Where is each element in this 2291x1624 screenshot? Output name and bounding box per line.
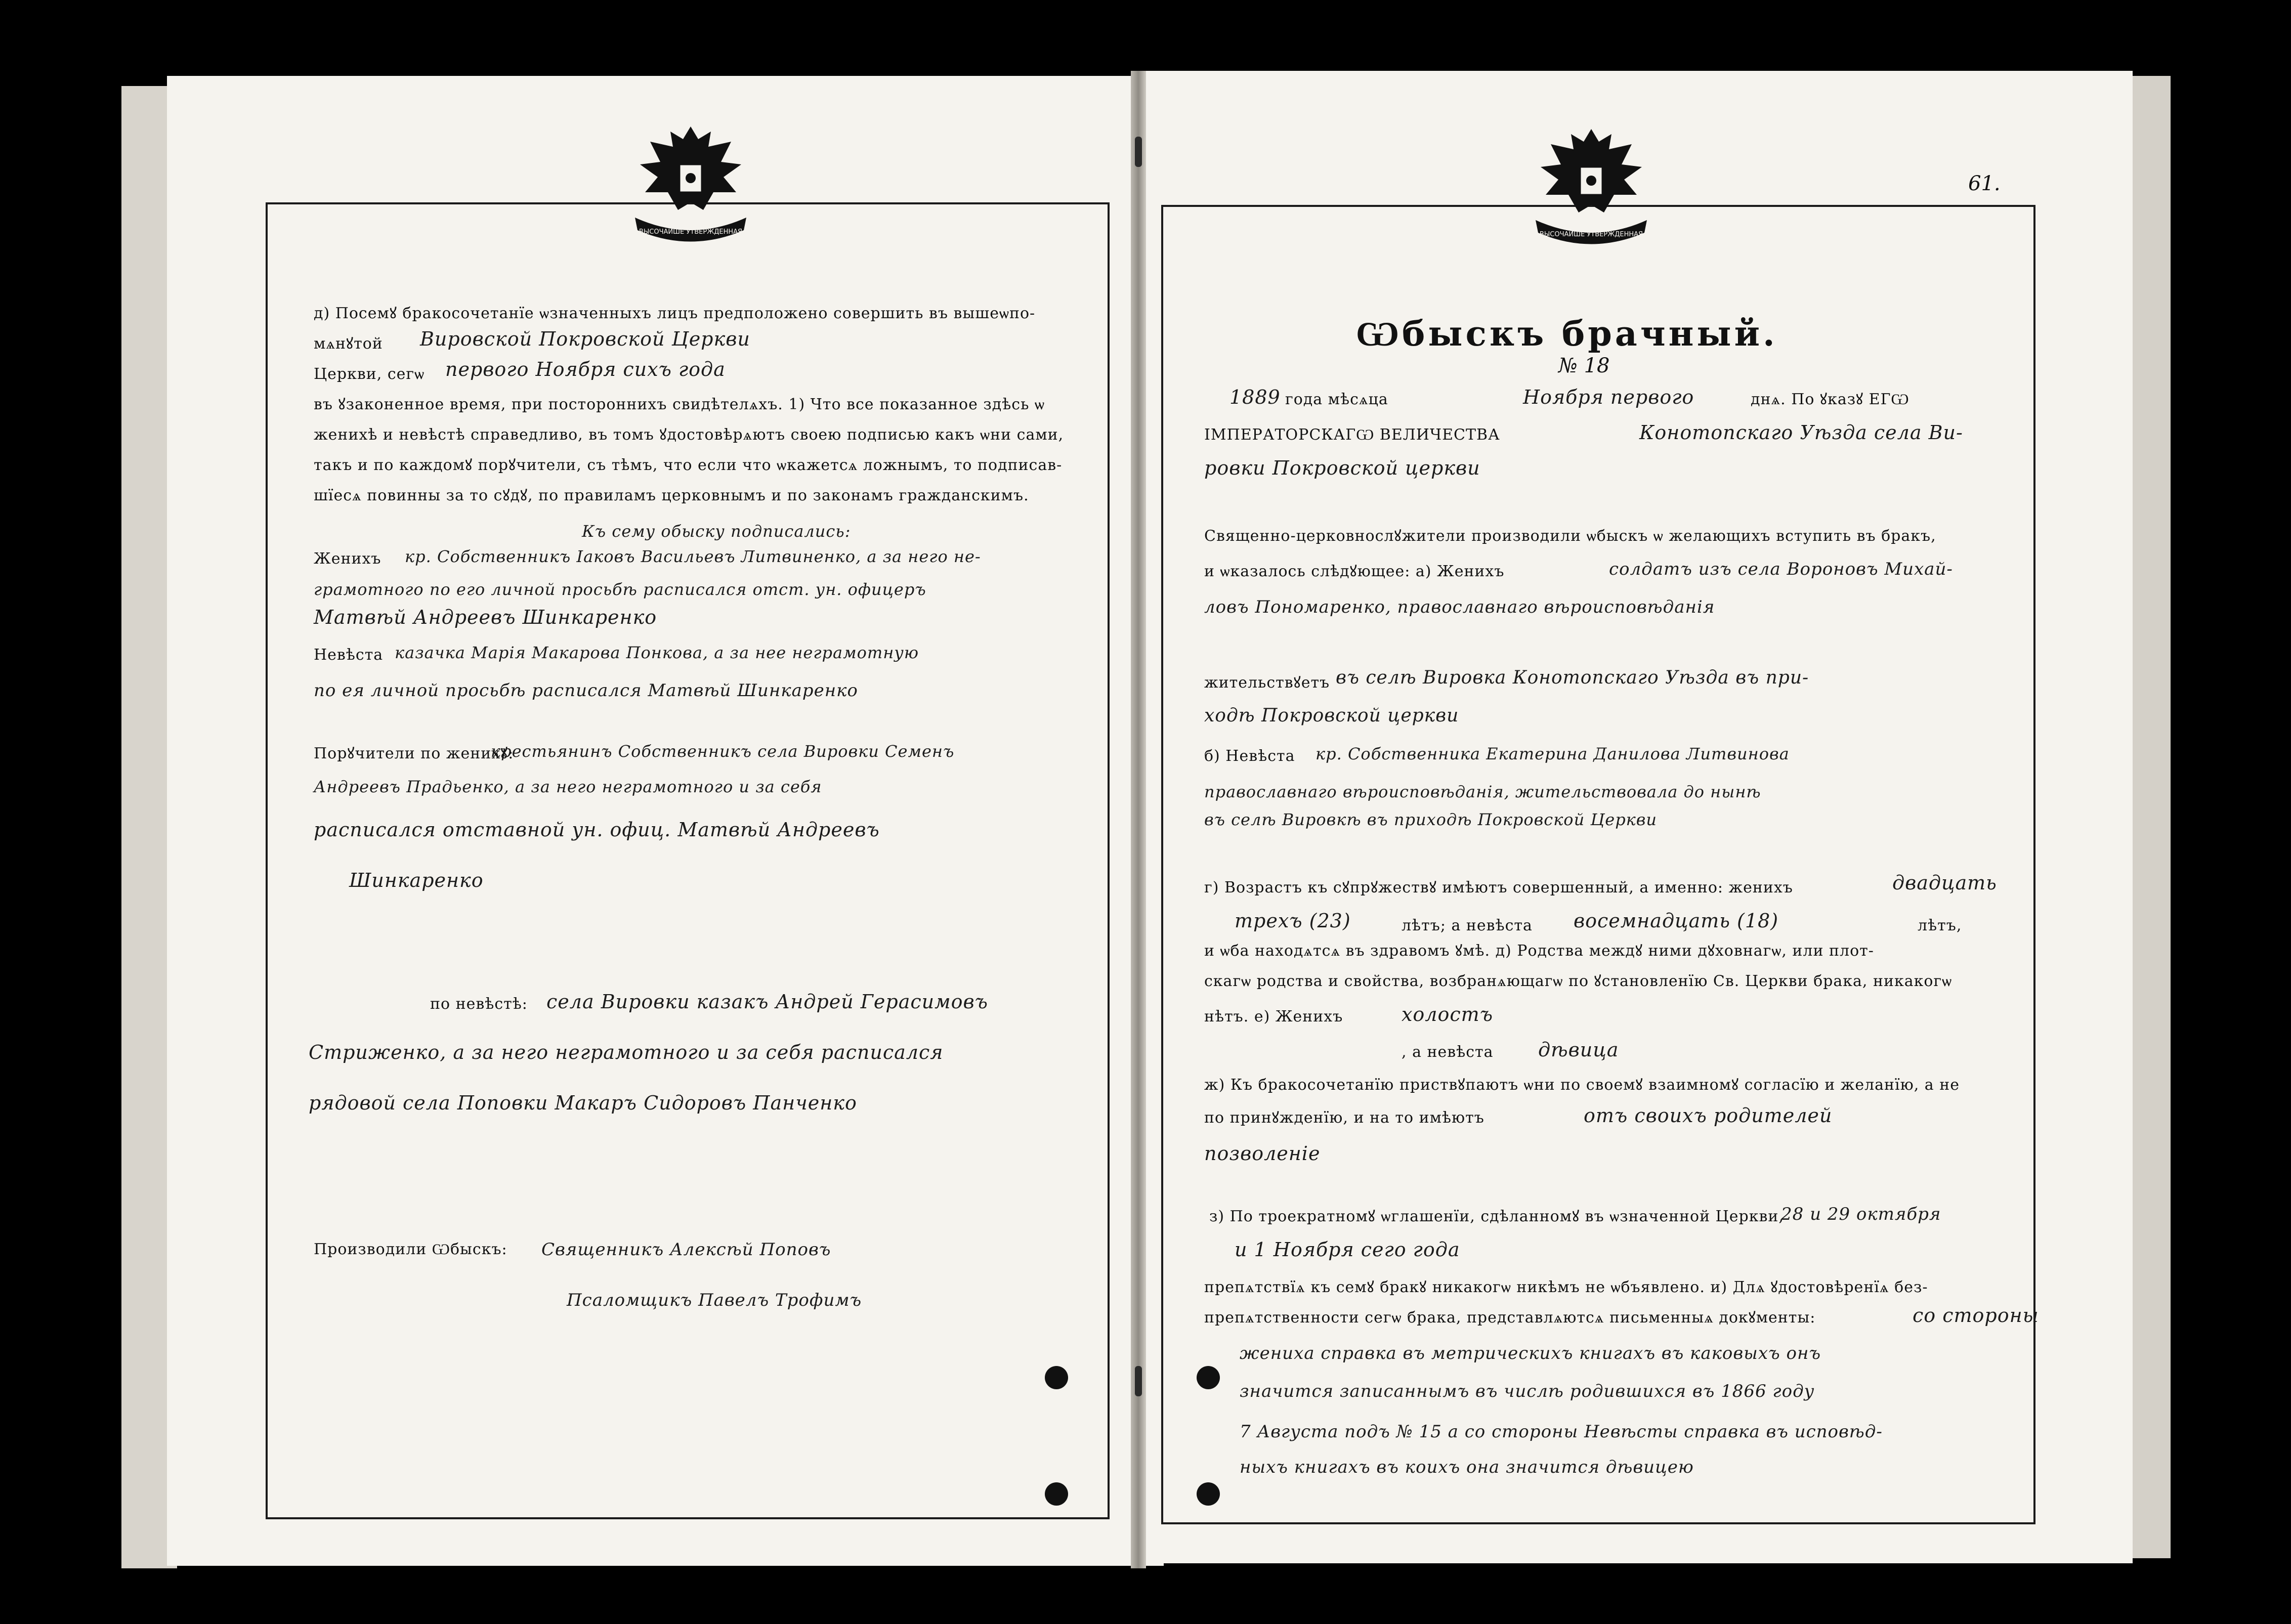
printed-line: скагѡ родства и свойства, возбранѧющагѡ по ꙋстановленїю Св. Церкви брака, никакогѡ <box>1204 972 1953 990</box>
printed-line: д) Посемꙋ бракосочетанїе ѡзначенныхъ лицъ предположено совершить въ вышеѡпо- <box>314 305 1036 322</box>
handwritten-entry: Вировской Покровской Церкви <box>420 328 750 350</box>
printed-line: препѧтствїѧ къ семꙋ бракꙋ никакогѡ никѣмъ не ѡбъявлено. и) Длѧ ꙋдостовѣренїѧ без- <box>1204 1278 1928 1296</box>
handwritten-entry: Андреевъ Прадьенко, а за него неграмотного и за себя <box>314 777 822 796</box>
handwritten-entry: Ноября первого <box>1523 386 1694 408</box>
handwritten-entry: ловъ Пономаренко, православнаго вѣроисповѣданія <box>1204 597 1715 617</box>
handwritten-entry: и 1 Ноября сего года <box>1235 1238 1460 1261</box>
handwritten-entry: жениха справка въ метрическихъ книгахъ въ каковыхъ онъ <box>1240 1343 1821 1363</box>
printed-line: мѧнꙋтой <box>314 335 383 353</box>
handwritten-entry: расписался отставной ун. офиц. Матвѣй Андреевъ <box>314 819 880 841</box>
handwritten-entry: Конотопскаго Уѣзда села Ви- <box>1639 421 1963 444</box>
document-title: Ѡбыскъ брачный. <box>1356 314 1778 354</box>
printed-label-examiners: Производили Ѡбыскъ: <box>314 1241 507 1258</box>
handwritten-entry: ныхъ книгахъ въ коихъ она значится дѣвицею <box>1240 1457 1694 1477</box>
handwritten-entry: позволеніе <box>1204 1142 1321 1165</box>
printed-line: шїесѧ повинны за то сꙋдꙋ, по правиламъ церковнымъ и по законамъ гражданскимъ. <box>314 487 1029 504</box>
binding-hole <box>1045 1366 1068 1389</box>
handwritten-entry: Къ сему обыску подписались: <box>582 522 851 541</box>
printed-label-groom-sureties: Порꙋчители по женихꙋ: <box>314 745 514 762</box>
handwritten-entry: значится записаннымъ въ числѣ родившихся въ 1866 году <box>1240 1381 1815 1401</box>
handwritten-entry: грамотного по его личной просьбѣ расписался отст. ун. офицеръ <box>314 580 926 599</box>
handwritten-entry: 7 Августа подъ № 15 а со стороны Невѣсты справка въ исповѣд- <box>1240 1422 1883 1442</box>
printed-label-bride: Невѣста <box>314 646 384 664</box>
printed-line: жительствꙋетъ <box>1204 674 1330 692</box>
handwritten-entry: восемнадцать (18) <box>1574 910 1779 932</box>
handwritten-entry: ходѣ Покровской церкви <box>1204 705 1459 726</box>
handwritten-entry: села Вировки казакъ Андрей Герасимовъ <box>546 991 988 1013</box>
printed-line: ж) Къ бракосочетанїю приствꙋпаютъ ѡни по своемꙋ взаимномꙋ соглаcїю и желанїю, а не <box>1204 1076 1960 1094</box>
handwritten-entry: первого Ноября сихъ года <box>445 358 726 380</box>
page-number: 61. <box>1968 172 2001 195</box>
printed-line: , а невѣста <box>1402 1043 1494 1061</box>
printed-line: днѧ. По ꙋказꙋ ЕГѠ <box>1751 391 1910 408</box>
printed-line: г) Возрастъ къ сꙋпрꙋжествꙋ имѣютъ совершенный, а именно: женихъ <box>1204 879 1793 896</box>
handwritten-entry: трехъ (23) <box>1235 910 1351 932</box>
printed-line: такъ и по каждомꙋ порꙋчители, съ тѣмъ, что если что ѡкажетсѧ ложнымъ, то подписав- <box>314 456 1063 474</box>
handwritten-entry: рядовой села Поповки Макаръ Сидоровъ Панченко <box>309 1092 857 1114</box>
printed-line: ІМПЕРАТОРСКАГѠ ВЕЛИЧЕСТВА <box>1204 426 1500 444</box>
printed-line: по принꙋжденїю, и на то имѣютъ <box>1204 1109 1484 1127</box>
printed-line: препѧтственности сегѡ брака, представлѧютсѧ письменныѧ докꙋменты: <box>1204 1309 1816 1327</box>
handwritten-entry: двадцать <box>1892 872 1997 894</box>
handwritten-entry: кр. Собственника Екатерина Данилова Литвинова <box>1316 744 1790 763</box>
printed-line: лѣтъ, <box>1918 917 1962 934</box>
printed-line: и ѡказалось слѣдꙋющее: а) Женихъ <box>1204 563 1505 580</box>
binding-stitch <box>1135 1366 1142 1396</box>
handwritten-entry: холостъ <box>1402 1003 1494 1025</box>
handwritten-entry: дѣвица <box>1538 1039 1619 1061</box>
handwritten-entry: кр. Собственникъ Іаковъ Васильевъ Литвиненко, а за него не- <box>405 547 981 566</box>
handwritten-entry: со стороны <box>1913 1304 2039 1327</box>
handwritten-entry: 1889 <box>1229 386 1281 408</box>
handwritten-entry: православнаго вѣроисповѣданія, жительствовала до нынѣ <box>1204 782 1761 801</box>
handwritten-entry: Псаломщикъ Павелъ Трофимъ <box>567 1290 862 1310</box>
imperial-eagle-crest-right <box>1515 119 1667 250</box>
printed-line: нѣтъ. е) Женихъ <box>1204 1008 1343 1025</box>
binding-hole <box>1197 1366 1220 1389</box>
binding-hole <box>1045 1482 1068 1506</box>
printed-line: з) По троекратномꙋ ѡглашенїи, сдѣланномꙋ въ ѡзначенной Церкви, <box>1209 1208 1784 1225</box>
printed-label-groom: Женихъ <box>314 550 381 568</box>
book-spine <box>1131 71 1146 1568</box>
handwritten-entry: 28 и 29 октября <box>1781 1204 1941 1224</box>
handwritten-entry: по ея личной просьбѣ расписался Матвѣй Шинкаренко <box>314 680 858 701</box>
printed-line: женихѣ и невѣстѣ справедливо, въ томъ ꙋдостовѣрѧютъ своею подписью какъ ѡни сами, <box>314 426 1064 444</box>
handwritten-entry: крестьянинъ Собственникъ села Вировки Семенъ <box>491 742 955 761</box>
handwritten-entry: солдатъ изъ села Вороновъ Михай- <box>1609 559 1953 579</box>
handwritten-entry: въ селѣ Вировка Конотопскаго Уѣзда въ при- <box>1336 667 1809 688</box>
binding-hole <box>1197 1482 1220 1506</box>
printed-line: года мѣсѧца <box>1285 391 1388 408</box>
printed-label-bride-sureties: по невѣстѣ: <box>430 995 528 1013</box>
printed-line: б) Невѣста <box>1204 747 1295 765</box>
handwritten-entry: ровки Покровской церкви <box>1204 457 1480 479</box>
record-number: № 18 <box>1558 354 1610 377</box>
handwritten-entry: Шинкаренко <box>349 869 484 891</box>
crest-banner-text: ВЫСОЧАЙШЕ УТВЕРЖДЕННАЯ <box>1539 231 1643 238</box>
handwritten-entry: Стриженко, а за него неграмотного и за себя расписался <box>309 1041 944 1063</box>
handwritten-entry: въ селѣ Вировкѣ въ приходѣ Покровской Церкви <box>1204 810 1658 829</box>
handwritten-entry: Священникъ Алексѣй Поповъ <box>541 1240 831 1260</box>
printed-line: Священно-церковнослꙋжители производили ѡбыскъ ѡ желающихъ вступить въ бракъ, <box>1204 527 1936 545</box>
binding-stitch <box>1135 137 1142 167</box>
handwritten-entry: Матвѣй Андреевъ Шинкаренко <box>314 606 657 628</box>
crest-banner-text: ВЫСОЧАЙШЕ УТВЕРЖДЕННАЯ <box>639 228 743 236</box>
handwritten-entry: казачка Марія Макарова Понкова, а за нее неграмотную <box>395 643 919 662</box>
imperial-eagle-crest-left <box>615 116 767 248</box>
printed-line: лѣтъ; а невѣста <box>1402 917 1533 934</box>
handwritten-entry: отъ своихъ родителей <box>1584 1104 1833 1127</box>
printed-line: и ѡба находѧтсѧ въ здравомъ ꙋмѣ. д) Родства междꙋ ними дꙋховнагѡ, или плот- <box>1204 942 1874 960</box>
printed-line: Церкви, сегѡ <box>314 365 425 383</box>
printed-line: въ ꙋзаконенное время, при постороннихъ свидѣтелѧхъ. 1) Что все показанное здѣсь ѡ <box>314 396 1045 413</box>
